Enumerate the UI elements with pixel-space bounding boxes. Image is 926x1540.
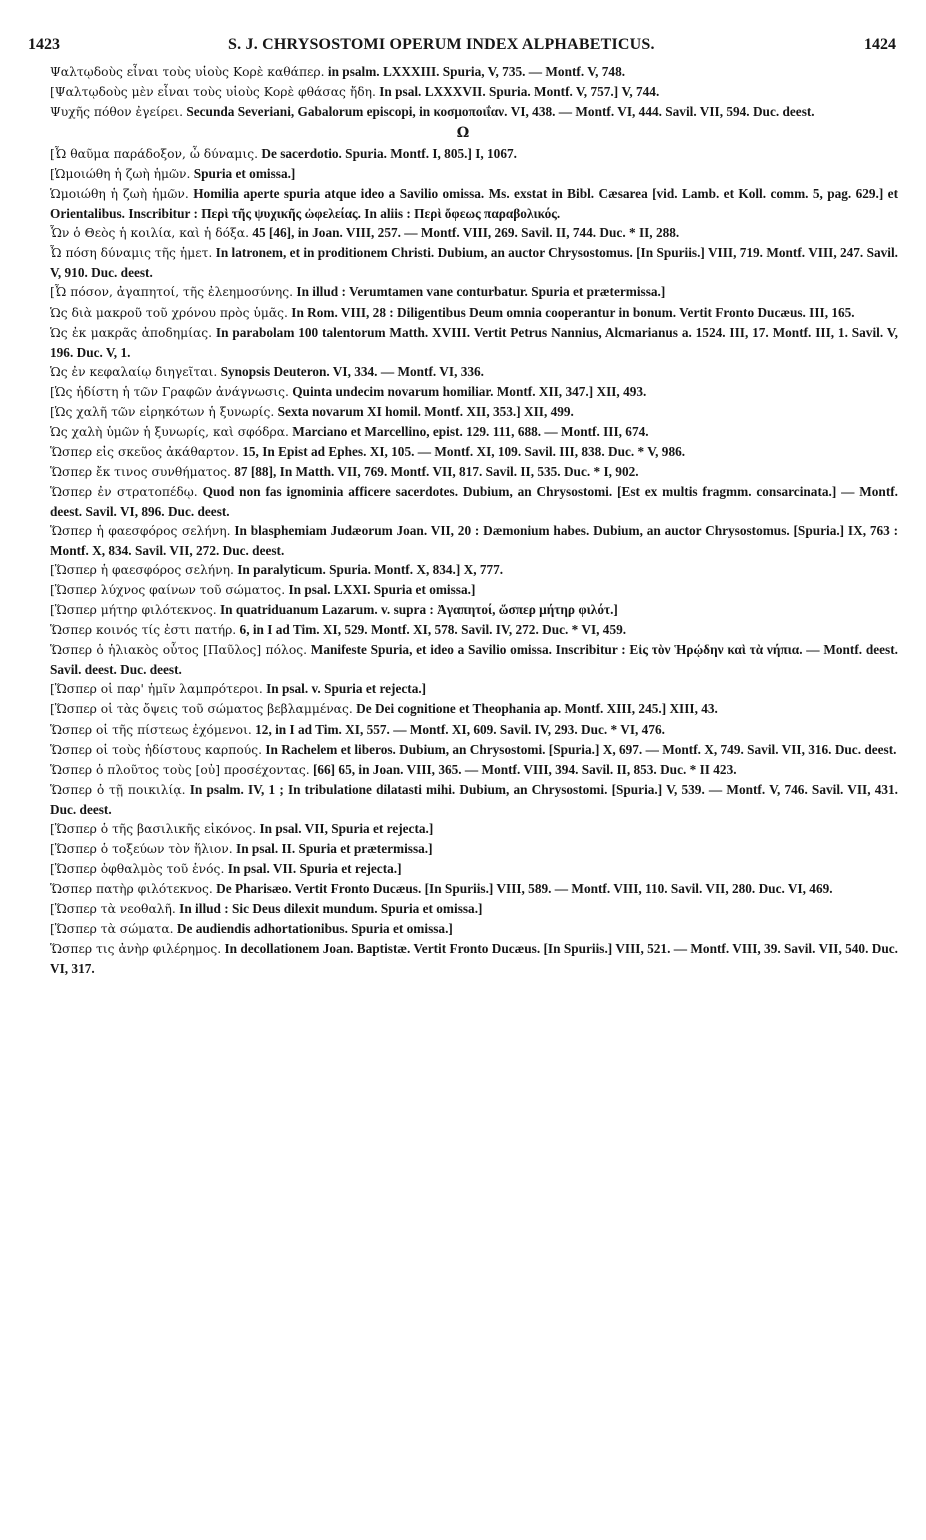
index-entry — [28, 82, 898, 102]
entry-reference: Marciano et Marcellino, epist. 129. 111, 688. — Montf. III, 674. — [292, 423, 649, 439]
index-entry — [28, 939, 898, 978]
index-entry — [28, 282, 898, 302]
index-entry — [28, 303, 898, 323]
entry-reference: In Rom. VIII, 28 : Diligentibus Deum omnia cooperantur in bonum. Vertit Fronto Ducæus. III, 165. — [291, 304, 855, 320]
entry-reference: In blasphemiam Judæorum Joan. VII, 20 : Dæmonium habes. Dubium, an auctor Chrysostomus. [Spuria.] IX, 763 : Montf. X, 834. Savil. VII, 272. Duc. deest. — [50, 523, 899, 559]
entry-incipit: Ὡς χαλὴ ὑμῶν ἡ ξυνωρίς, καὶ σφόδρα. — [50, 424, 289, 439]
entry-incipit: [Ὥσπερ ὁ τῆς βασιλικῆς εἰκόνος. — [50, 821, 257, 836]
index-entry — [28, 102, 898, 122]
entry-incipit: [Ὦ θαῦμα παράδοξον, ὦ δύναμις. — [50, 147, 259, 162]
entry-reference: 45 [46], in Joan. VIII, 257. — Montf. VIII, 269. Savil. II, 744. Duc. * II, 288. — [252, 225, 680, 241]
entry-reference: In decollationem Joan. Baptistæ. Vertit Fronto Ducæus. [In Spuriis.] VIII, 521. — Montf. VIII, 39. Savil. VII, 540. Duc. VI, 317. — [50, 941, 898, 977]
entry-reference: In psal. VII. Spuria et rejecta.] — [227, 860, 402, 876]
index-entry — [28, 223, 898, 243]
index-entry — [28, 580, 898, 600]
index-entry — [28, 560, 898, 580]
index-entry — [28, 720, 898, 740]
index-entry — [28, 323, 898, 362]
index-entry — [28, 362, 898, 382]
entry-incipit: [Ὥσπερ ἡ φαεσφόρος σελήνη. — [50, 563, 234, 578]
page-number-right: 1424 — [864, 36, 896, 53]
index-entry — [28, 780, 898, 819]
index-entry — [28, 462, 898, 482]
entry-incipit: Ψυχῆς πόθον ἐγείρει. — [50, 105, 184, 120]
entry-reference: Quod non fas ignominia afficere sacerdotes. Dubium, an Chrysostomi. [Est ex multis fragmm. consarcinata.] — Montf. deest. Savil. VI, 896. Duc. deest. — [50, 483, 899, 519]
entry-incipit: [Ὥσπερ οἱ παρ' ἡμῖν λαμπρότεροι. — [50, 682, 263, 697]
index-entry — [28, 402, 898, 422]
entry-reference: De audiendis adhortationibus. Spuria et omissa.] — [176, 920, 453, 936]
entry-reference: De Pharisæo. Vertit Fronto Ducæus. [In Spuriis.] VIII, 589. — Montf. VIII, 110. Savil. VII, 280. Duc. VI, 469. — [216, 880, 833, 896]
entry-reference: In psal. LXXXVII. Spuria. Montf. V, 757.] V, 744. — [379, 84, 660, 100]
entry-reference: In Rachelem et liberos. Dubium, an Chrysostomi. [Spuria.] X, 697. — Montf. X, 749. Savil. VII, 316. Duc. deest. — [265, 741, 897, 757]
entry-incipit: Ὥσπερ ἡ φαεσφόρος σελήνη. — [50, 524, 231, 539]
index-entry — [28, 879, 898, 899]
running-header — [28, 36, 896, 56]
entry-incipit: Ψαλτῳδοὺς εἶναι τοὺς υἱοὺς Κορὲ καθάπερ. — [50, 65, 325, 79]
index-entry — [28, 760, 898, 780]
index-entry — [28, 839, 898, 859]
entry-reference: 6, in I ad Tim. XI, 529. Montf. XI, 578. Savil. IV, 272. Duc. * VI, 459. — [239, 622, 627, 638]
entry-reference: Quinta undecim novarum homiliar. Montf. XII, 347.] XII, 493. — [292, 383, 647, 399]
entry-incipit: [Ὥσπερ λύχνος φαίνων τοῦ σώματος. — [50, 583, 286, 598]
index-entry — [28, 740, 898, 760]
entry-incipit: Ὡς ἐν κεφαλαίῳ διηγεῖται. — [50, 364, 218, 379]
entry-reference: In parabolam 100 talentorum Matth. XVIII. Vertit Petrus Nannius, Alcmarianus a. 1524. III, 17. Montf. III, 1. Savil. V, 196. Duc. V, 1. — [50, 324, 898, 360]
entry-reference: In psal. v. Spuria et rejecta.] — [266, 681, 427, 697]
entry-incipit: [Ὡμοιώθη ἡ ζωὴ ἡμῶν. — [50, 167, 191, 182]
omega-entries — [28, 144, 898, 978]
entry-reference: In psal. LXXI. Spuria et omissa.] — [288, 582, 476, 598]
entry-incipit: [Ὥσπερ ὀφθαλμὸς τοῦ ἑνός. — [50, 861, 225, 876]
entry-incipit: [Ὥσπερ τὰ νεοθαλῆ. — [50, 901, 176, 916]
entry-incipit: Ὥσπερ ὁ ἡλιακὸς οὗτος [Παῦλος] πόλος. — [50, 643, 308, 658]
entry-incipit: [Ὥσπερ μήτηρ φιλότεκνος. — [50, 603, 217, 618]
entry-reference: [66] 65, in Joan. VIII, 365. — Montf. VIII, 394. Savil. II, 853. Duc. * II 423. — [312, 761, 737, 777]
index-entry — [28, 919, 898, 939]
index-entry — [28, 899, 898, 919]
entry-incipit: Ὥσπερ πατὴρ φιλότεκνος. — [50, 881, 213, 896]
page-number-left: 1423 — [28, 36, 60, 53]
entry-incipit: Ὡς διὰ μακροῦ τοῦ χρόνου πρὸς ὑμᾶς. — [50, 305, 288, 320]
entry-reference: In quatriduanum Lazarum. v. supra : Ἀγαπητοί, ὥσπερ μήτηρ φιλότ.] — [219, 602, 618, 618]
entry-reference: Secunda Severiani, Gabalorum episcopi, in κοσμοποιΐαν. VI, 438. — Montf. VI, 444. Savil. VII, 594. Duc. deest. — [186, 104, 815, 120]
entry-incipit: Ὥσπερ ἔκ τινος συνθήματος. — [50, 464, 231, 479]
page-title: S. J. CHRYSOSTOMI OPERUM INDEX ALPHABETICUS. — [228, 36, 655, 53]
index-entry — [28, 620, 898, 640]
entry-reference: Synopsis Deuteron. VI, 334. — Montf. VI, 336. — [220, 363, 484, 379]
index-entry — [28, 184, 898, 223]
entry-incipit: Ὥσπερ ὁ πλοῦτος τοὺς [οὐ] προσέχοντας. — [50, 762, 310, 777]
entry-reference: Sexta novarum XI homil. Montf. XII, 353.] XII, 499. — [277, 403, 574, 419]
entry-incipit: Ὥσπερ τις ἀνὴρ φιλέρημος. — [50, 942, 222, 957]
index-entry — [28, 422, 898, 442]
entry-reference: In illud : Sic Deus dilexit mundum. Spuria et omissa.] — [179, 900, 483, 916]
entry-reference: In psal. II. Spuria et prætermissa.] — [236, 840, 433, 856]
index-entry — [28, 819, 898, 839]
entries-before-section — [28, 62, 898, 122]
entry-reference: Homilia aperte spuria atque ideo a Savilio omissa. Ms. exstat in Bibl. Cæsarea [vid. Lamb. et Koll. comm. 5, pag. 629.] et Orientalibus. Inscribitur : Περὶ τῆς ψυχικῆς ὠφελείας. In aliis : Περὶ ὄφεως παραβολικός. — [50, 186, 899, 222]
entry-reference: 87 [88], In Matth. VII, 769. Montf. VII, 817. Savil. II, 535. Duc. * I, 902. — [234, 463, 639, 479]
index-entry — [28, 859, 898, 879]
section-letter-omega: Ω — [456, 125, 470, 142]
entry-reference: 12, in I ad Tim. XI, 557. — Montf. XI, 609. Savil. IV, 293. Duc. * VI, 476. — [255, 721, 665, 737]
entry-reference: In psal. VII, Spuria et rejecta.] — [259, 820, 434, 836]
index-entry — [28, 382, 898, 402]
entry-incipit: Ὥσπερ οἱ τοὺς ἡδίστους καρπούς. — [50, 742, 263, 757]
entry-incipit: [Ψαλτῳδοὺς μὲν εἶναι τοὺς υἱοὺς Κορὲ φθάσας ἤδη. — [50, 85, 376, 100]
entry-incipit: [Ὥσπερ τὰ σώματα. — [50, 921, 174, 936]
entry-incipit: [Ὦ πόσον, ἀγαπητοί, τῆς ἐλεημοσύνης. — [50, 285, 294, 300]
entry-reference: De Dei cognitione et Theophania ap. Montf. XIII, 245.] XIII, 43. — [356, 701, 718, 717]
index-entry — [28, 482, 898, 521]
entry-incipit: Ὥσπερ οἱ τῆς πίστεως ἐχόμενοι. — [50, 722, 252, 737]
entry-reference: In psalm. IV, 1 ; In tribulatione dilatasti mihi. Dubium, an Chrysostomi. [Spuria.] V, 539. — Montf. V, 746. Savil. VII, 431. Duc. deest. — [50, 781, 898, 817]
entry-reference: De sacerdotio. Spuria. Montf. I, 805.] I, 1067. — [261, 146, 517, 162]
entry-incipit: Ὡς ἐκ μακρᾶς ἀποδημίας. — [50, 325, 213, 340]
index-entry — [28, 640, 898, 679]
entry-incipit: [Ὥσπερ οἱ τὰς ὄψεις τοῦ σώματος βεβλαμμένας. — [50, 702, 353, 717]
entry-incipit: [Ὡς ἡδίστη ἡ τῶν Γραφῶν ἀνάγνωσις. — [50, 384, 289, 399]
entry-incipit: Ὥσπερ ὁ τῇ ποικιλίᾳ. — [50, 782, 186, 797]
entry-reference: 15, In Epist ad Ephes. XI, 105. — Montf. XI, 109. Savil. III, 838. Duc. * V, 986. — [242, 443, 686, 459]
entry-reference: in psalm. LXXXIII. Spuria, V, 735. — Montf. V, 748. — [327, 64, 626, 79]
entry-incipit: Ὧν ὁ Θεὸς ἡ κοιλία, καὶ ἡ δόξα. — [50, 226, 249, 241]
index-entry — [28, 679, 898, 699]
index-entry — [28, 62, 898, 82]
entry-reference: In latronem, et in proditionem Christi. Dubium, an auctor Chrysostomus. [In Spuriis.] VIII, 719. Montf. VIII, 247. Savil. V, 910. Duc. deest. — [50, 245, 898, 281]
entry-incipit: Ὥσπερ ἐν στρατοπέδῳ. — [50, 484, 198, 499]
entry-reference: Manifeste Spuria, et ideo a Savilio omissa. Inscribitur : Εἰς τὸν Ἡρῴδην καὶ τὰ νήπια. — Montf. deest. Savil. deest. Duc. deest. — [50, 642, 898, 678]
index-entry — [28, 521, 898, 560]
entry-incipit: [Ὡς χαλῆ τῶν εἰρηκότων ἡ ξυνωρίς. — [50, 404, 275, 419]
entry-incipit: Ὦ πόση δύναμις τῆς ἡμετ. — [50, 246, 213, 261]
entry-reference: Spuria et omissa.] — [193, 166, 296, 182]
entry-incipit: Ὥσπερ κοινός τίς ἐστι πατήρ. — [50, 623, 237, 638]
index-entry — [28, 600, 898, 620]
index-entry — [28, 144, 898, 164]
index-entry — [28, 243, 898, 282]
entry-reference: In illud : Verumtamen vane conturbatur. Spuria et prætermissa.] — [296, 284, 666, 300]
index-entries — [28, 62, 898, 978]
entry-incipit: Ὡμοιώθη ἡ ζωὴ ἡμῶν. — [50, 187, 189, 202]
index-entry — [28, 442, 898, 462]
entry-incipit: Ὥσπερ εἰς σκεῦος ἀκάθαρτον. — [50, 444, 239, 459]
entry-reference: In paralyticum. Spuria. Montf. X, 834.] X, 777. — [237, 562, 504, 578]
index-entry — [28, 699, 898, 719]
index-entry — [28, 164, 898, 184]
entry-incipit: [Ὥσπερ ὁ τοξεύων τὸν ἥλιον. — [50, 841, 233, 856]
